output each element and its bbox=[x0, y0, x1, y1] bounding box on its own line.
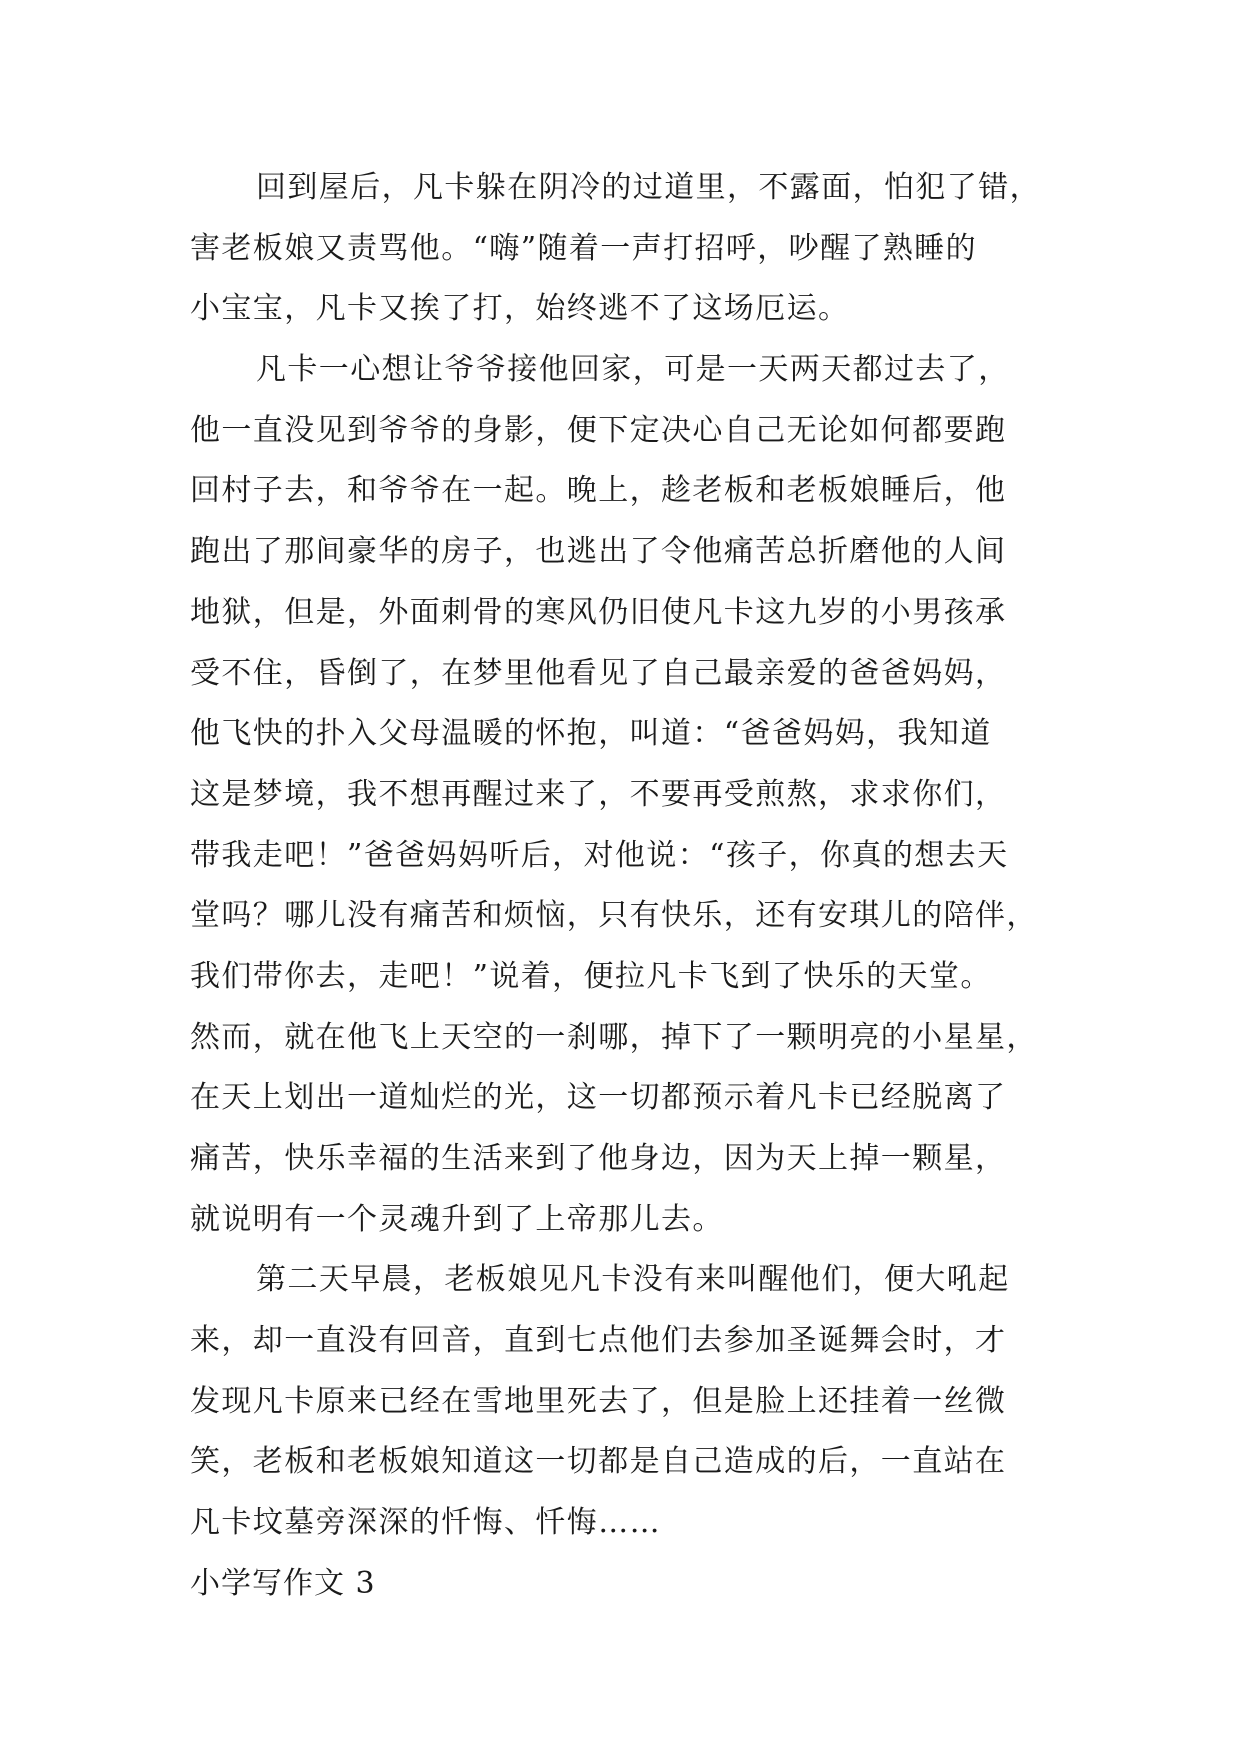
text-line: 发现凡卡原来已经在雪地里死去了，但是脸上还挂着一丝微 bbox=[190, 1383, 1007, 1419]
text-line: 回村子去，和爷爷在一起。晚上，趁老板和老板娘睡后，他 bbox=[190, 473, 1007, 509]
text-line: 受不住，昏倒了，在梦里他看见了自己最亲爱的爸爸妈妈， bbox=[190, 655, 1007, 691]
text-line: 跑出了那间豪华的房子，也逃出了令他痛苦总折磨他的人间 bbox=[190, 534, 1007, 570]
text-line: 笑，老板和老板娘知道这一切都是自己造成的后，一直站在 bbox=[190, 1444, 1007, 1480]
document-body bbox=[190, 158, 1070, 1615]
section-heading: 小学写作文 3 bbox=[190, 1565, 376, 1601]
text-line: 我们带你去，走吧！”说着，便拉凡卡飞到了快乐的天堂。 bbox=[190, 958, 992, 994]
text-line: 带我走吧！”爸爸妈妈听后，对他说：“孩子，你真的想去天 bbox=[190, 837, 1009, 873]
text-line: 来，却一直没有回音，直到七点他们去参加圣诞舞会时，才 bbox=[190, 1323, 1007, 1359]
text-line: 堂吗？哪儿没有痛苦和烦恼，只有快乐，还有安琪儿的陪伴， bbox=[190, 898, 1038, 934]
text-line: 小宝宝，凡卡又挨了打，始终逃不了这场厄运。 bbox=[190, 291, 850, 327]
text-line: 凡卡坟墓旁深深的忏悔、忏悔…… bbox=[190, 1505, 661, 1541]
text-line: 痛苦，快乐幸福的生活来到了他身边，因为天上掉一颗星， bbox=[190, 1141, 1007, 1176]
text-line: 凡卡一心想让爷爷接他回家，可是一天两天都过去了， bbox=[256, 352, 1010, 388]
text-line: 在天上划出一道灿烂的光，这一切都预示着凡卡已经脱离了 bbox=[190, 1080, 1007, 1116]
text-line: 就说明有一个灵魂升到了上帝那儿去。 bbox=[190, 1201, 724, 1237]
text-line: 他飞快的扑入父母温暖的怀抱，叫道：“爸爸妈妈，我知道 bbox=[190, 716, 992, 752]
text-line: 地狱，但是，外面刺骨的寒风仍旧使凡卡这九岁的小男孩承 bbox=[190, 594, 1007, 630]
text-line: 害老板娘又责骂他。“嗨”随着一声打招呼，吵醒了熟睡的 bbox=[190, 230, 978, 266]
text-line: 这是梦境，我不想再醒过来了，不要再受煎熬，求求你们， bbox=[190, 776, 1007, 812]
text-line: 他一直没见到爷爷的身影，便下定决心自己无论如何都要跑 bbox=[190, 412, 1007, 448]
text-line: 然而，就在他飞上天空的一刹哪，掉下了一颗明亮的小星星， bbox=[190, 1019, 1038, 1055]
text-line: 回到屋后，凡卡躲在阴冷的过道里，不露面，怕犯了错， bbox=[256, 170, 1041, 205]
text-line: 第二天早晨，老板娘见凡卡没有来叫醒他们，便大吼起 bbox=[256, 1262, 1010, 1298]
